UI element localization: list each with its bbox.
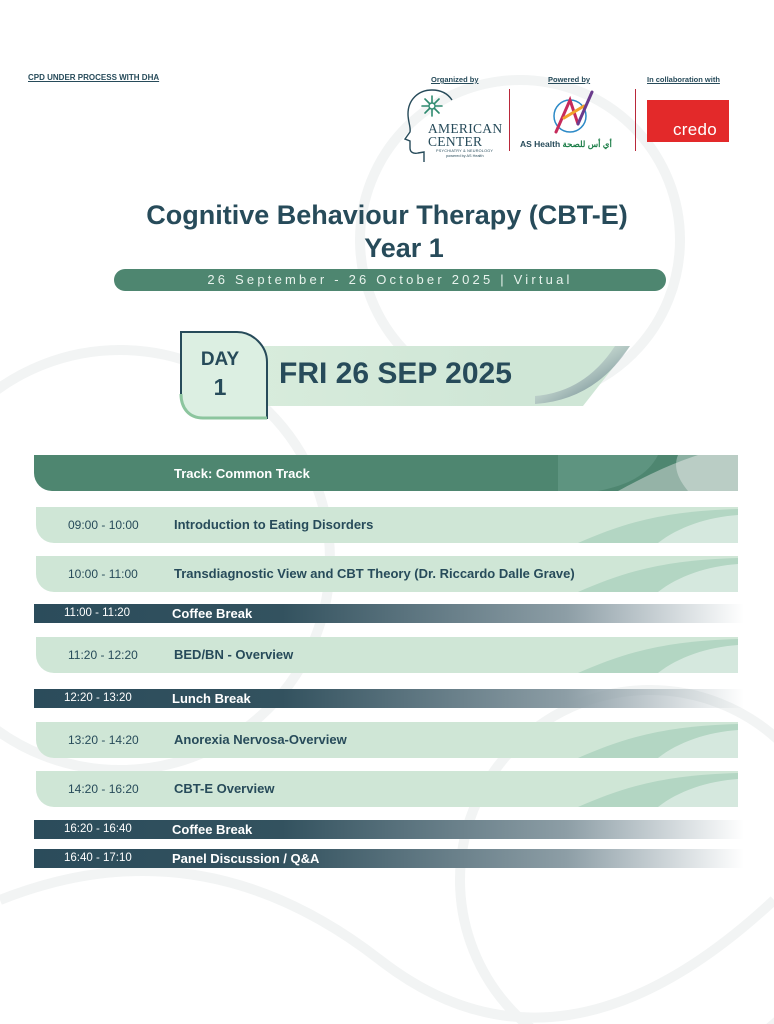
day-number: 1 [213, 374, 227, 400]
break-title: Coffee Break [172, 822, 253, 837]
as-health-english: AS Health [520, 139, 561, 149]
break-time: 11:00 - 11:20 [64, 607, 131, 619]
break-row [34, 820, 744, 839]
as-health-logo [548, 88, 600, 138]
row-decoration [478, 722, 738, 758]
break-time: 16:20 - 16:40 [64, 823, 132, 835]
american-center-sub2: powered by AS Health [446, 154, 484, 158]
break-time: 16:40 - 17:10 [64, 852, 132, 864]
session-row [36, 556, 738, 592]
session-title: Introduction to Eating Disorders [174, 517, 374, 532]
session-row [36, 722, 738, 758]
break-row [34, 689, 744, 708]
powered-by-label: Powered by [548, 75, 591, 84]
as-health-arabic: أي أس للصحة [562, 139, 612, 149]
event-dates-banner: 26 September - 26 October 2025 | Virtual [114, 269, 666, 291]
session-time: 09:00 - 10:00 [68, 518, 139, 532]
session-time: 10:00 - 11:00 [68, 567, 138, 581]
session-time: 11:20 - 12:20 [68, 648, 138, 662]
day-date: FRI 26 SEP 2025 [279, 357, 512, 390]
american-center-line1: AMERICAN [428, 121, 503, 136]
event-title: Cognitive Behaviour Therapy (CBT-E) [146, 200, 628, 230]
session-title: BED/BN - Overview [174, 647, 294, 662]
break-row [34, 849, 744, 868]
session-row [36, 771, 738, 807]
cpd-note: CPD UNDER PROCESS WITH DHA [28, 73, 160, 82]
organized-by-label: Organized by [431, 75, 479, 84]
credo-text: credo [673, 120, 718, 139]
break-title: Lunch Break [172, 691, 251, 706]
session-time: 13:20 - 14:20 [68, 733, 139, 747]
session-title: Anorexia Nervosa-Overview [174, 732, 347, 747]
logo-divider-1 [509, 89, 510, 151]
american-center-sub: PSYCHIATRY & NEUROLOGY [436, 149, 494, 153]
break-title: Panel Discussion / Q&A [172, 851, 320, 866]
row-decoration [478, 507, 738, 543]
day-label: DAY [200, 349, 240, 370]
track-header [34, 455, 738, 491]
session-row [36, 507, 738, 543]
row-decoration [478, 637, 738, 673]
event-year: Year 1 [364, 233, 444, 263]
credo-logo [647, 100, 729, 142]
break-time: 12:20 - 13:20 [64, 692, 132, 704]
break-title: Coffee Break [172, 606, 253, 621]
track-label: Track: Common Track [174, 466, 310, 481]
session-row [36, 637, 738, 673]
american-center-line2: CENTER [428, 134, 483, 149]
session-title: Transdiagnostic View and CBT Theory (Dr. Riccardo Dalle Grave) [174, 566, 575, 581]
track-decoration [558, 455, 738, 491]
logo-divider-2 [635, 89, 636, 151]
session-time: 14:20 - 16:20 [68, 782, 139, 796]
break-row [34, 604, 744, 623]
row-decoration [478, 771, 738, 807]
collaboration-label: In collaboration with [647, 75, 720, 84]
session-title: CBT-E Overview [174, 781, 275, 796]
as-health-name [520, 139, 612, 150]
